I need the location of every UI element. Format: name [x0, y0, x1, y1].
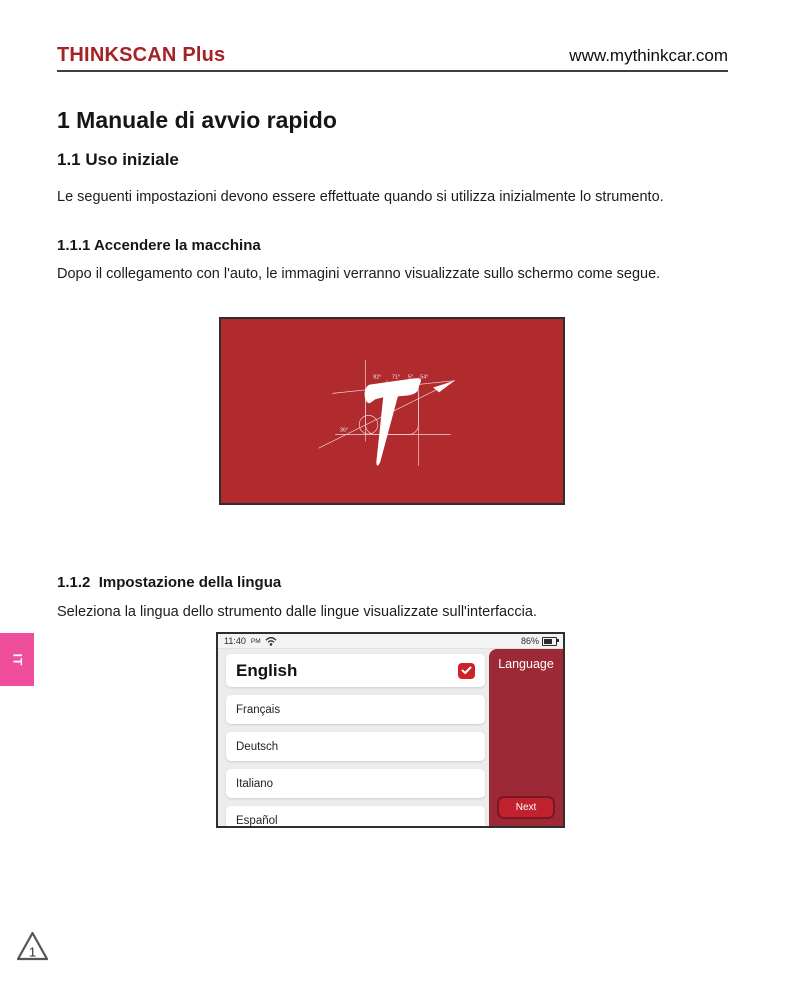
- language-screenshot: [216, 632, 565, 828]
- checkmark-icon: [461, 666, 472, 675]
- paragraph-initial-use: Le seguenti impostazioni devono essere effettuate quando si utilizza inizialmente lo strumento.: [57, 189, 664, 205]
- language-sidebar: [489, 649, 563, 826]
- status-bar: [218, 634, 563, 649]
- language-label: English: [236, 660, 298, 680]
- angle-label-36: 36°: [339, 427, 349, 434]
- battery-percent: 86%: [520, 636, 539, 646]
- page-number-badge: [14, 928, 54, 966]
- boot-screen-figure: [219, 317, 565, 505]
- paragraph-power-on: Dopo il collegamento con l'auto, le immagini verranno visualizzate sullo schermo come segue.: [57, 266, 661, 282]
- subsection-heading-power-on: 1.1.1 Accendere la macchina: [57, 237, 261, 254]
- edge-tab-label: IT: [9, 653, 24, 666]
- battery-icon: [542, 637, 557, 646]
- language-row: [226, 732, 485, 761]
- status-time: 11:40: [224, 636, 246, 646]
- angle-label-71: 71°: [391, 374, 400, 381]
- language-edge-tab-it: [0, 633, 34, 686]
- header-divider: [57, 70, 728, 72]
- sidebar-title: Language: [498, 657, 554, 671]
- language-label: Italiano: [236, 777, 274, 790]
- next-button: Next: [497, 796, 555, 819]
- language-row: [226, 769, 485, 798]
- language-label: Français: [236, 703, 281, 716]
- angle-label-5: 5°: [408, 374, 414, 381]
- website-url: www.mythinkcar.com: [569, 46, 728, 65]
- language-label: Deutsch: [236, 740, 279, 753]
- language-label: Español: [236, 814, 278, 827]
- page-number: 1: [28, 944, 37, 960]
- subsection-heading-language: 1.1.2 Impostazione della lingua: [57, 574, 282, 591]
- angle-label-54: 54°: [420, 374, 429, 381]
- selected-checkbox: [458, 663, 475, 679]
- wifi-icon: [265, 636, 277, 646]
- status-time-meridiem: PM: [250, 637, 261, 645]
- paragraph-language: Seleziona la lingua dello strumento dalle lingue visualizzate sull'interfaccia.: [57, 604, 537, 620]
- angle-label-82: 82°: [373, 374, 382, 381]
- language-row: [226, 695, 485, 724]
- status-bar-right: [521, 636, 557, 646]
- chapter-heading: 1 Manuale di avvio rapido: [57, 107, 337, 133]
- thinkcar-logo-icon: [221, 319, 563, 503]
- section-heading-initial-use: 1.1 Uso iniziale: [57, 150, 179, 169]
- status-bar-left: [224, 636, 277, 646]
- language-row-selected: [226, 654, 485, 687]
- brand-title: THINKSCAN Plus: [57, 44, 226, 66]
- language-row: [226, 806, 485, 828]
